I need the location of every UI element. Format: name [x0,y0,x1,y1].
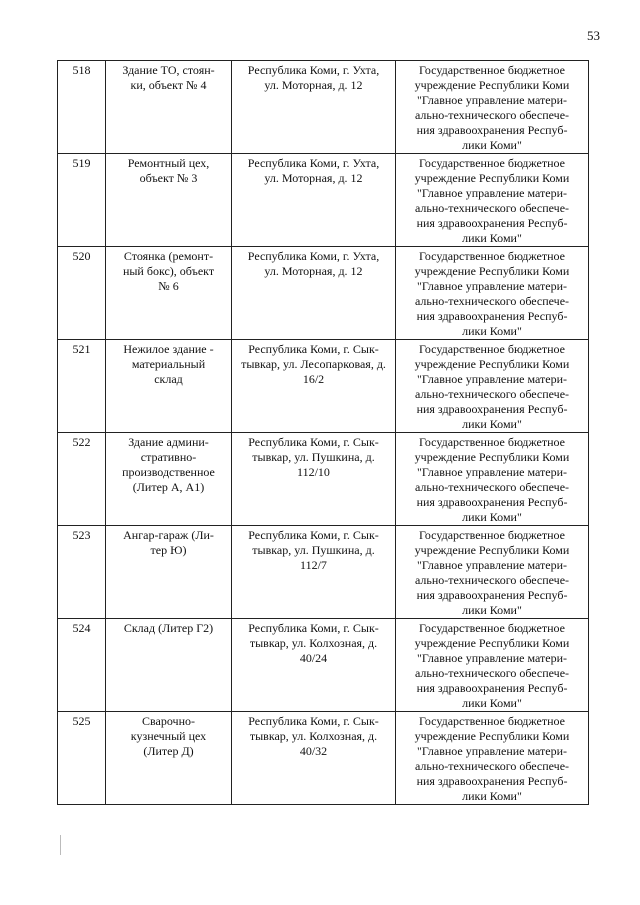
organization-name: Государственное бюджетное учреждение Республики Коми "Главное управление матери- ально-технического обеспече- ния здравоохранения Респуб- лики Коми" [414,714,570,803]
organization-name: Государственное бюджетное учреждение Республики Коми "Главное управление матери- ально-технического обеспече- ния здравоохранения Респуб- лики Коми" [414,249,570,338]
row-number: 518 [72,63,91,77]
organization-name: Государственное бюджетное учреждение Республики Коми "Главное управление матери- ально-технического обеспече- ния здравоохранения Респуб- лики Коми" [414,342,570,431]
row-number: 519 [72,156,91,170]
row-number-cell [58,433,106,526]
row-number: 520 [72,249,91,263]
object-name: Здание ТО, стоян- ки, объект № 4 [122,63,215,92]
object-name-cell [106,526,232,619]
table-row [58,154,589,247]
object-address: Республика Коми, г. Сык- тывкар, ул. Пушкина, д. 112/7 [248,528,379,572]
object-name-cell [106,712,232,805]
object-address: Республика Коми, г. Ухта, ул. Моторная, д. 12 [247,156,380,185]
object-name: Здание админи- стративно- производственное (Литер А, А1) [122,435,215,494]
object-name-cell [106,61,232,154]
scan-mark [60,835,61,855]
row-number: 523 [72,528,91,542]
organization-cell [396,433,589,526]
object-address: Республика Коми, г. Сык- тывкар, ул. Колхозная, д. 40/24 [248,621,379,665]
object-name-cell [106,154,232,247]
organization-name: Государственное бюджетное учреждение Республики Коми "Главное управление матери- ально-технического обеспече- ния здравоохранения Респуб- лики Коми" [414,435,570,524]
organization-cell [396,154,589,247]
organization-cell [396,340,589,433]
object-name: Склад (Литер Г2) [123,621,214,635]
address-cell [232,247,396,340]
address-cell [232,712,396,805]
organization-cell [396,526,589,619]
object-name: Ремонтный цех, объект № 3 [127,156,210,185]
organization-name: Государственное бюджетное учреждение Республики Коми "Главное управление матери- ально-технического обеспече- ния здравоохранения Респуб- лики Коми" [414,156,570,245]
table-row [58,433,589,526]
object-address: Республика Коми, г. Ухта, ул. Моторная, д. 12 [247,249,380,278]
organization-cell [396,712,589,805]
address-cell [232,61,396,154]
row-number-cell [58,526,106,619]
row-number: 521 [72,342,91,356]
organization-name: Государственное бюджетное учреждение Республики Коми "Главное управление матери- ально-технического обеспече- ния здравоохранения Респуб- лики Коми" [414,621,570,710]
object-name: Стоянка (ремонт- ный бокс), объект № 6 [122,249,215,293]
table-row [58,619,589,712]
object-name-cell [106,619,232,712]
row-number-cell [58,247,106,340]
object-name-cell [106,433,232,526]
row-number: 524 [72,621,91,635]
organization-name: Государственное бюджетное учреждение Республики Коми "Главное управление матери- ально-технического обеспече- ния здравоохранения Респуб- лики Коми" [414,528,570,617]
row-number-cell [58,61,106,154]
table-row [58,712,589,805]
address-cell [232,340,396,433]
object-address: Республика Коми, г. Сык- тывкар, ул. Пушкина, д. 112/10 [248,435,379,479]
organization-cell [396,619,589,712]
row-number-cell [58,619,106,712]
object-address: Республика Коми, г. Сык- тывкар, ул. Колхозная, д. 40/32 [248,714,379,758]
table-row [58,340,589,433]
organization-name: Государственное бюджетное учреждение Республики Коми "Главное управление матери- ально-технического обеспече- ния здравоохранения Респуб- лики Коми" [414,63,570,152]
address-cell [232,526,396,619]
organization-cell [396,247,589,340]
row-number-cell [58,712,106,805]
object-address: Республика Коми, г. Ухта, ул. Моторная, д. 12 [247,63,380,92]
address-cell [232,619,396,712]
table-row [58,247,589,340]
page-number: 53 [587,28,600,43]
organization-cell [396,61,589,154]
table-row [58,526,589,619]
row-number: 525 [72,714,91,728]
row-number: 522 [72,435,91,449]
property-registry-table [57,60,589,805]
address-cell [232,433,396,526]
object-name: Сварочно- кузнечный цех (Литер Д) [130,714,207,758]
object-name-cell [106,247,232,340]
object-name: Ангар-гараж (Ли- тер Ю) [123,528,214,557]
address-cell [232,154,396,247]
table-row [58,61,589,154]
row-number-cell [58,154,106,247]
row-number-cell [58,340,106,433]
object-name-cell [106,340,232,433]
object-name: Нежилое здание - материальный склад [123,342,214,386]
object-address: Республика Коми, г. Сык- тывкар, ул. Лесопарковая, д. 16/2 [241,342,386,386]
